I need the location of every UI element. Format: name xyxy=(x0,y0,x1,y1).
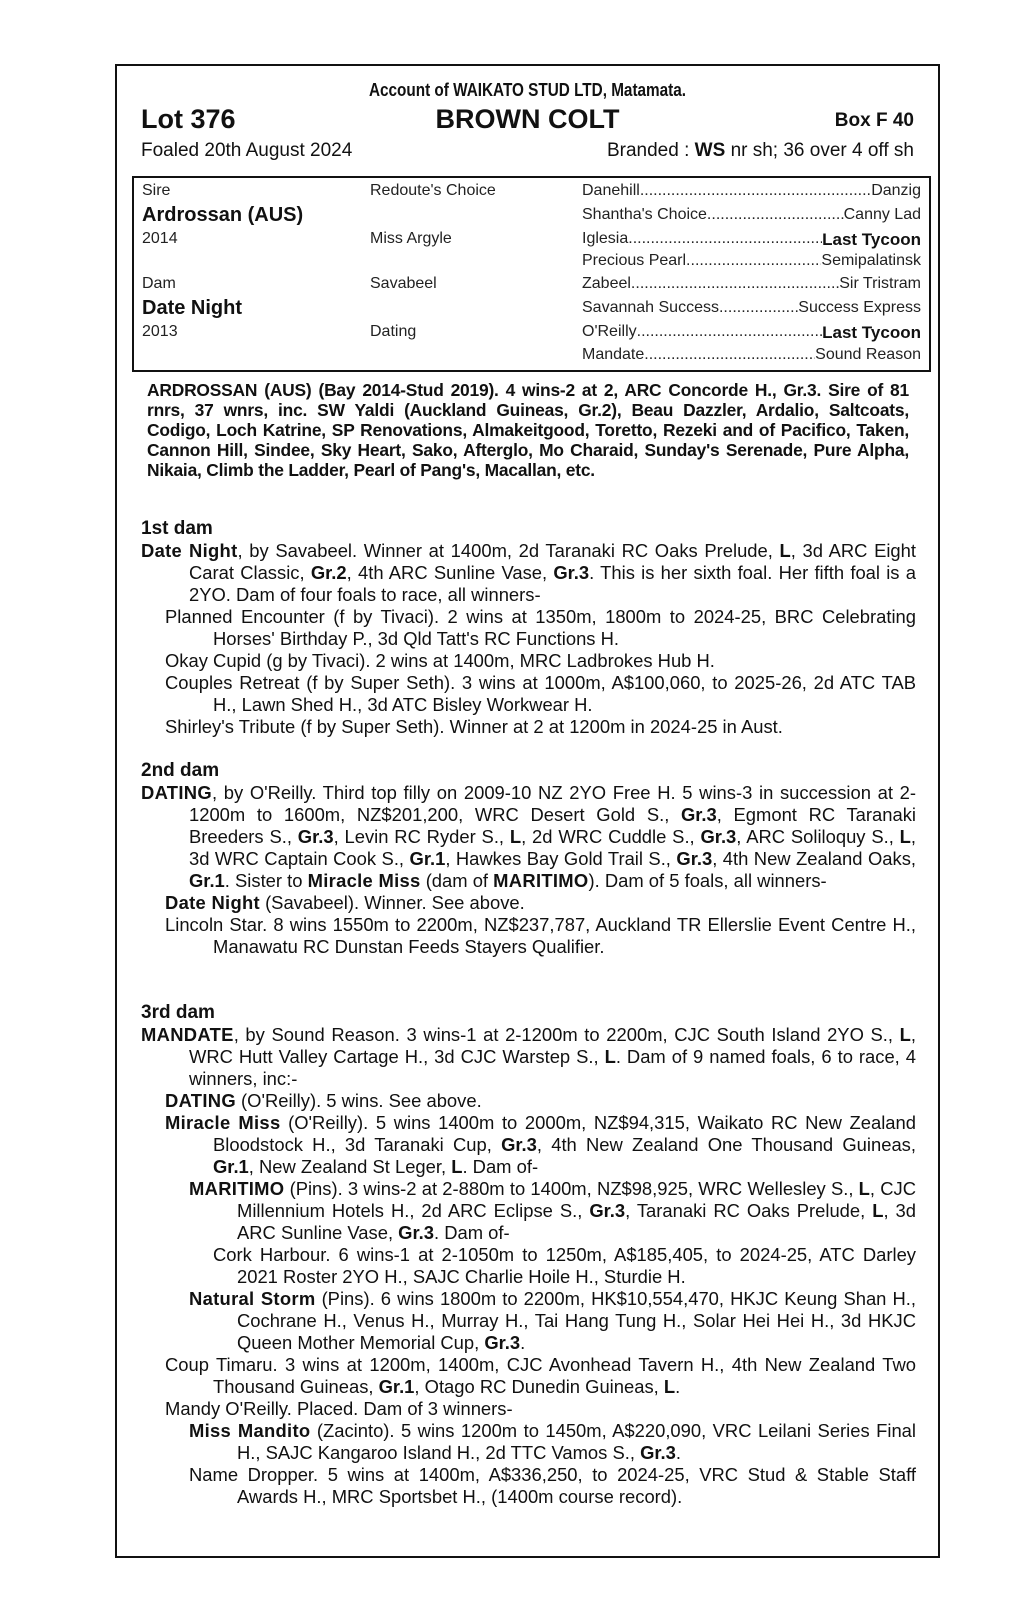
foal-entry xyxy=(141,892,916,914)
grand-horse: Precious Pearl xyxy=(582,252,687,269)
text: , 4th New Zealand Oaks, xyxy=(712,848,917,869)
text: , by Sound Reason. 3 wins-1 at 2-1200m to 2200m, CJC South Island 2YO S., xyxy=(233,1024,900,1045)
leader-dots xyxy=(637,323,823,345)
text: (dam of xyxy=(420,870,494,891)
grade: Gr.3 xyxy=(680,804,717,825)
sire-year: 2014 xyxy=(142,230,178,247)
foal-entry: Couples Retreat (f by Super Seth). 3 wins at 1000m, A$100,060, to 2025-26, 2d ATC TAB H., Lawn Shed H., 3d ATC Bisley Workwear H. xyxy=(165,672,916,715)
text: , ARC Soliloquy S., xyxy=(736,826,900,847)
grade: Gr.3 xyxy=(589,1200,626,1221)
foal-entry xyxy=(141,1090,916,1112)
sire-sire: Redoute's Choice xyxy=(370,182,496,199)
dam-sire: Savabeel xyxy=(370,275,437,292)
pedigree-grand-row xyxy=(582,252,921,274)
text: , by O'Reilly. Third top filly on 2009-10 NZ 2YO Free H. 5 wins-3 in succession at 2-1200m to 1600m, NZ$201,200, WRC Desert Gold S., xyxy=(189,782,916,825)
lot-title: BROWN COLT xyxy=(435,104,620,134)
text: . xyxy=(520,1332,526,1353)
text: , CJC Millennium Hotels H., 2d ARC Eclipse S., xyxy=(237,1178,916,1221)
foal-entry: Mandy O'Reilly. Placed. Dam of 3 winners- xyxy=(165,1398,513,1419)
brand-info xyxy=(607,140,914,162)
grade: L xyxy=(604,1046,616,1067)
leader-dots xyxy=(640,182,871,204)
text: , WRC Hutt Valley Cartage H., 3d CJC Warstep S., xyxy=(189,1024,916,1067)
sire-label: Sire xyxy=(142,182,171,199)
grand-sire: Last Tycoon xyxy=(822,230,921,249)
grade: Gr.2 xyxy=(310,562,347,583)
text: , 3d ARC Sunline Vase, xyxy=(237,1200,916,1243)
text: (Pins). 3 wins-2 at 2-880m to 1400m, NZ$98,925, WRC Wellesley S., xyxy=(284,1178,859,1199)
grand-horse: Zabeel xyxy=(582,275,631,292)
grade: L xyxy=(779,540,791,561)
first-dam-description xyxy=(141,540,916,606)
grand-foal-entry xyxy=(141,1288,916,1354)
grade: Gr.3 xyxy=(700,826,737,847)
grand-horse: Shantha's Choice xyxy=(582,206,707,223)
first-dam-heading: 1st dam xyxy=(141,518,213,539)
text: . xyxy=(675,1442,681,1463)
grand-foal-entry xyxy=(141,1420,916,1464)
sire-summary: ARDROSSAN (AUS) (Bay 2014-Stud 2019). 4 wins-2 at 2, ARC Concorde H., Gr.3. Sire of 81 rnrs, 37 wnrs, inc. SW Yaldi (Auckland Guineas, Gr.2), Beau Dazzler, Ardalio, Saltcoats, Codigo, Loch Katrine, SP Renovations, Almakeitgood, Toretto, Rezeki and of Pacifico, Taken, Cannon Hill, Sindee, Sky Heart, Sako, Afterglo, Mo Charaid, Sunday's Serenade, Pure Alpha, Nikaia, Climb the Ladder, Pearl of Pang's, Macallan, etc. xyxy=(147,380,909,480)
brand-description: nr sh; 36 over 4 off sh xyxy=(730,140,914,161)
grand-foal-entry: Name Dropper. 5 wins at 1400m, A$336,250, to 2024-25, VRC Stud & Stable Staff Awards H., MRC Sportsbet H., (1400m course record). xyxy=(189,1464,916,1507)
text: , 3d ARC Eight Carat Classic, xyxy=(189,540,916,583)
text: . xyxy=(675,1376,681,1397)
text: (Zacinto). 5 wins 1200m to 1450m, A$220,090, VRC Leilani Series Final H., SAJC Kangaroo Island H., 2d TTC Vamos S., xyxy=(237,1420,916,1463)
text: , Taranaki RC Oaks Prelude, xyxy=(625,1200,873,1221)
pedigree-grand-row xyxy=(582,230,921,252)
great-grand-foal-entry: Cork Harbour. 6 wins-1 at 2-1050m to 1250m, A$185,405, to 2024-25, ATC Darley 2021 Roster 2YO H., SAJC Charlie Hoile H., Sturdie H. xyxy=(213,1244,916,1287)
text: (Pins). 6 wins 1800m to 2200m, HK$10,554,470, HKJC Keung Shan H., Cochrane H., Venus H., Murray H., Tai Hang Tung H., Solar Hei Hei H., 3d HKJC Queen Mother Memorial Cup, xyxy=(237,1288,916,1353)
pedigree-grand-row xyxy=(582,206,921,228)
grand-sire: Sir Tristram xyxy=(839,275,921,292)
first-dam-section xyxy=(141,518,916,738)
text: , Otago RC Dunedin Guineas, xyxy=(414,1376,664,1397)
grade: Gr.3 xyxy=(640,1442,676,1463)
foal-name: DATING xyxy=(165,1090,236,1111)
pedigree-grand-row xyxy=(582,299,921,321)
foal-name: Natural Storm xyxy=(189,1288,316,1309)
grade: Gr.3 xyxy=(501,1134,537,1155)
grade: Gr.1 xyxy=(409,848,446,869)
dam-name: Date Night xyxy=(141,540,238,561)
text: , 4th New Zealand One Thousand Guineas, xyxy=(536,1134,916,1155)
grade: L xyxy=(899,1024,911,1045)
foal-name: Date Night xyxy=(165,892,260,913)
grade: Gr.3 xyxy=(484,1332,521,1353)
foal-entry: Lincoln Star. 8 wins 1550m to 2200m, NZ$237,787, Auckland TR Ellerslie Event Centre H., Manawatu RC Dunstan Feeds Stayers Qualifier. xyxy=(165,914,916,957)
dam-name: Date Night xyxy=(142,297,242,319)
sister-foal-name: MARITIMO xyxy=(493,870,589,891)
leader-dots xyxy=(707,206,844,228)
text: (O'Reilly). 5 wins. See above. xyxy=(235,1090,482,1111)
brand-mark: WS xyxy=(694,140,726,161)
sister-name: Miracle Miss xyxy=(307,870,421,891)
grand-horse: Iglesia xyxy=(582,230,629,247)
foaled-date: Foaled 20th August 2024 xyxy=(141,140,353,161)
second-dam-section xyxy=(141,760,916,958)
text: , 2d WRC Cuddle S., xyxy=(521,826,701,847)
grade: L xyxy=(451,1156,463,1177)
leader-dots xyxy=(628,230,822,252)
sire-dam: Miss Argyle xyxy=(370,230,452,247)
third-dam-section xyxy=(141,1002,916,1508)
text: , Egmont RC Taranaki Breeders S., xyxy=(189,804,916,847)
grand-sire: Semipalatinsk xyxy=(821,252,921,269)
branded-label: Branded : xyxy=(606,140,690,161)
text: . Sister to xyxy=(224,870,308,891)
dam-name: DATING xyxy=(141,782,212,803)
grade: Gr.1 xyxy=(213,1156,249,1177)
grand-horse: Savannah Success xyxy=(582,299,719,316)
leader-dots xyxy=(631,275,839,297)
text: , 3d WRC Captain Cook S., xyxy=(189,826,916,869)
pedigree-grand-row xyxy=(582,323,921,345)
grade: Gr.3 xyxy=(676,848,713,869)
grand-sire: Canny Lad xyxy=(843,206,921,223)
text: , 4th ARC Sunline Vase, xyxy=(346,562,554,583)
grand-sire: Sound Reason xyxy=(815,346,921,363)
grand-horse: Danehill xyxy=(582,182,640,199)
text: (O'Reilly). 5 wins 1400m to 2000m, NZ$94,315, Waikato RC New Zealand Bloodstock H., 3d Taranaki Cup, xyxy=(213,1112,916,1155)
pedigree-grand-row xyxy=(582,182,921,204)
foal-entry: Planned Encounter (f by Tivaci). 2 wins at 1350m, 1800m to 2024-25, BRC Celebrating Horses' Birthday P., 3d Qld Tatt's RC Functions H. xyxy=(165,606,916,649)
dam-label: Dam xyxy=(142,275,176,292)
pedigree-grand-row xyxy=(582,275,921,297)
grand-horse: Mandate xyxy=(582,346,645,363)
dam-year: 2013 xyxy=(142,323,178,340)
text: , by Savabeel. Winner at 1400m, 2d Taranaki RC Oaks Prelude, xyxy=(237,540,780,561)
grade: Gr.3 xyxy=(297,826,334,847)
leader-dots xyxy=(644,346,815,368)
foal-entry: Shirley's Tribute (f by Super Seth). Winner at 2 at 1200m in 2024-25 in Aust. xyxy=(165,716,783,737)
box-number: Box F 40 xyxy=(834,110,914,131)
foal-entry: Okay Cupid (g by Tivaci). 2 wins at 1400m, MRC Ladbrokes Hub H. xyxy=(165,650,715,671)
grand-foal-entry xyxy=(141,1178,916,1244)
grade: Gr.1 xyxy=(378,1376,415,1397)
grand-sire: Danzig xyxy=(871,182,921,199)
dam-dam: Dating xyxy=(370,323,417,340)
grade: Gr.3 xyxy=(553,562,590,583)
pedigree-table xyxy=(132,176,931,372)
grade: L xyxy=(663,1376,676,1397)
text: . Dam of- xyxy=(433,1222,510,1243)
grade: L xyxy=(872,1200,884,1221)
grand-sire: Last Tycoon xyxy=(822,323,921,342)
catalogue-page xyxy=(115,64,940,1558)
second-dam-description xyxy=(141,782,916,892)
foal-name: Miss Mandito xyxy=(189,1420,311,1441)
grade: L xyxy=(509,826,522,847)
foal-entry xyxy=(141,1112,916,1178)
text: , Levin RC Ryder S., xyxy=(333,826,510,847)
leader-dots xyxy=(719,299,798,321)
pedigree-grand-row xyxy=(582,346,921,368)
grand-horse: O'Reilly xyxy=(582,323,637,340)
sire-name: Ardrossan (AUS) xyxy=(142,204,304,226)
text: Coup Timaru. 3 wins at 1200m, 1400m, CJC Avonhead Tavern H., 4th New Zealand Two Thousand Guineas, xyxy=(165,1354,916,1397)
grade: L xyxy=(899,826,911,847)
third-dam-description xyxy=(141,1024,916,1090)
text: . Dam of 9 named foals, 6 to race, 4 winners, inc:- xyxy=(189,1046,916,1089)
grand-sire: Success Express xyxy=(798,299,921,316)
text: . This is her sixth foal. Her fifth foal is a 2YO. Dam of four foals to race, all winners- xyxy=(189,562,916,605)
grade: L xyxy=(858,1178,870,1199)
leader-dots xyxy=(686,252,821,274)
dam-name: MANDATE xyxy=(141,1024,234,1045)
text: . Dam of- xyxy=(462,1156,539,1177)
foal-name: MARITIMO xyxy=(189,1178,285,1199)
text: ). Dam of 5 foals, all winners- xyxy=(588,870,827,891)
foal-entry xyxy=(141,1354,916,1398)
third-dam-heading: 3rd dam xyxy=(141,1002,215,1023)
grade: Gr.3 xyxy=(398,1222,434,1243)
text: , New Zealand St Leger, xyxy=(248,1156,452,1177)
text: , Hawkes Bay Gold Trail S., xyxy=(445,848,677,869)
grade: Gr.1 xyxy=(189,870,225,891)
second-dam-heading: 2nd dam xyxy=(141,760,220,781)
lot-number: Lot 376 xyxy=(141,104,236,134)
foal-name: Miracle Miss xyxy=(165,1112,281,1133)
text: (Savabeel). Winner. See above. xyxy=(259,892,525,913)
vendor-account: Account of WAIKATO STUD LTD, Matamata. xyxy=(368,80,687,100)
